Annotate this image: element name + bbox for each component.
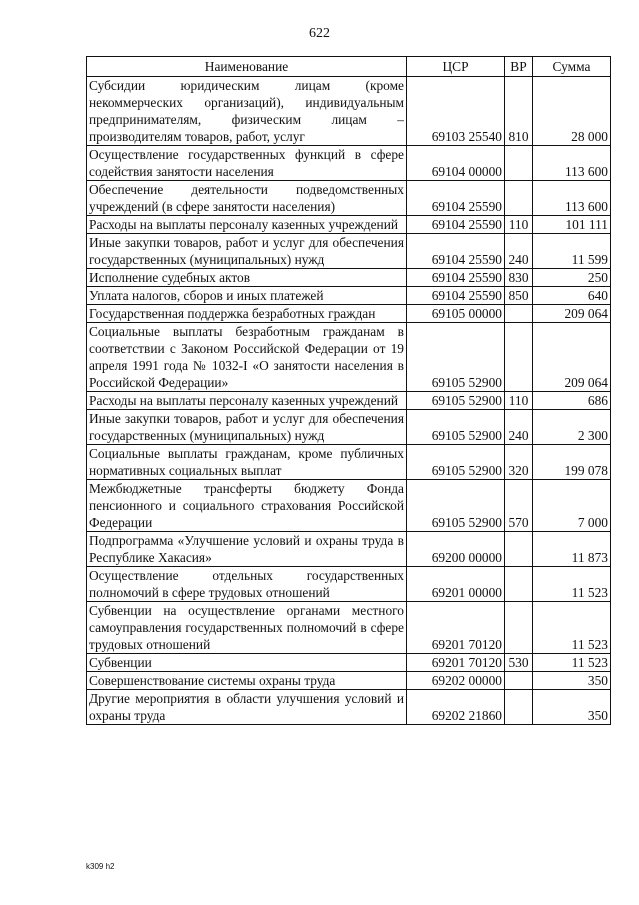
table-row <box>87 305 611 323</box>
cell-sum: 350 <box>533 672 611 690</box>
table-row <box>87 323 611 392</box>
table-row <box>87 532 611 567</box>
cell-sum: 686 <box>533 392 611 410</box>
cell-sum: 250 <box>533 269 611 287</box>
cell-name: Субвенции на осуществление органами местного самоуправления государственных полномочий в сфере трудовых отношений <box>87 602 407 654</box>
page-number: 622 <box>309 26 330 41</box>
cell-csr: 69105 52900 <box>407 410 505 445</box>
footer-code: k309 h2 <box>86 862 115 871</box>
table-row <box>87 216 611 234</box>
cell-vr: 240 <box>505 234 533 269</box>
cell-sum: 11 523 <box>533 654 611 672</box>
table-row <box>87 480 611 532</box>
cell-name: Расходы на выплаты персоналу казенных учреждений <box>87 392 407 410</box>
cell-vr: 240 <box>505 410 533 445</box>
table-row <box>87 146 611 181</box>
cell-vr: 110 <box>505 392 533 410</box>
cell-csr: 69105 52900 <box>407 323 505 392</box>
cell-csr: 69200 00000 <box>407 532 505 567</box>
table-header-row <box>87 57 611 77</box>
cell-vr <box>505 146 533 181</box>
cell-sum: 209 064 <box>533 323 611 392</box>
cell-vr <box>505 181 533 216</box>
table-row <box>87 672 611 690</box>
header-sum: Сумма <box>533 57 611 77</box>
cell-vr <box>505 305 533 323</box>
cell-sum: 209 064 <box>533 305 611 323</box>
cell-csr: 69104 25590 <box>407 269 505 287</box>
cell-csr: 69105 52900 <box>407 480 505 532</box>
table-row <box>87 654 611 672</box>
cell-csr: 69202 21860 <box>407 690 505 725</box>
cell-sum: 11 523 <box>533 567 611 602</box>
table-row <box>87 690 611 725</box>
header-name: Наименование <box>87 57 407 77</box>
cell-csr: 69201 00000 <box>407 567 505 602</box>
cell-sum: 199 078 <box>533 445 611 480</box>
cell-csr: 69202 00000 <box>407 672 505 690</box>
table-row <box>87 392 611 410</box>
cell-csr: 69201 70120 <box>407 654 505 672</box>
cell-name: Социальные выплаты гражданам, кроме публичных нормативных социальных выплат <box>87 445 407 480</box>
cell-csr: 69104 25590 <box>407 234 505 269</box>
table-row <box>87 287 611 305</box>
cell-csr: 69104 00000 <box>407 146 505 181</box>
cell-vr <box>505 672 533 690</box>
cell-sum: 28 000 <box>533 77 611 146</box>
table-row <box>87 181 611 216</box>
cell-vr <box>505 323 533 392</box>
cell-csr: 69104 25590 <box>407 287 505 305</box>
cell-csr: 69104 25590 <box>407 216 505 234</box>
budget-table <box>86 56 611 725</box>
cell-name: Подпрограмма «Улучшение условий и охраны труда в Республике Хакасия» <box>87 532 407 567</box>
cell-sum: 2 300 <box>533 410 611 445</box>
cell-vr: 110 <box>505 216 533 234</box>
cell-csr: 69103 25540 <box>407 77 505 146</box>
cell-sum: 350 <box>533 690 611 725</box>
cell-csr: 69105 52900 <box>407 445 505 480</box>
cell-sum: 11 873 <box>533 532 611 567</box>
cell-name: Осуществление отдельных государственных полномочий в сфере трудовых отношений <box>87 567 407 602</box>
cell-csr: 69104 25590 <box>407 181 505 216</box>
cell-sum: 11 599 <box>533 234 611 269</box>
cell-vr <box>505 602 533 654</box>
table-row <box>87 445 611 480</box>
table-body <box>87 77 611 725</box>
cell-vr: 530 <box>505 654 533 672</box>
cell-vr: 830 <box>505 269 533 287</box>
cell-vr: 570 <box>505 480 533 532</box>
cell-vr: 810 <box>505 77 533 146</box>
cell-name: Иные закупки товаров, работ и услуг для обеспечения государственных (муниципальных) нужд <box>87 234 407 269</box>
table-row <box>87 234 611 269</box>
cell-vr <box>505 532 533 567</box>
table-row <box>87 567 611 602</box>
table-row <box>87 77 611 146</box>
cell-name: Другие мероприятия в области улучшения условий и охраны труда <box>87 690 407 725</box>
cell-name: Субвенции <box>87 654 407 672</box>
cell-sum: 11 523 <box>533 602 611 654</box>
cell-name: Иные закупки товаров, работ и услуг для обеспечения государственных (муниципальных) нужд <box>87 410 407 445</box>
table-row <box>87 269 611 287</box>
cell-csr: 69105 00000 <box>407 305 505 323</box>
cell-sum: 7 000 <box>533 480 611 532</box>
cell-name: Осуществление государственных функций в сфере содействия занятости населения <box>87 146 407 181</box>
cell-name: Уплата налогов, сборов и иных платежей <box>87 287 407 305</box>
cell-name: Совершенствование системы охраны труда <box>87 672 407 690</box>
table-row <box>87 602 611 654</box>
cell-name: Субсидии юридическим лицам (кроме некоммерческих организаций), индивидуальным предпринимателям, физическим лицам – производителям товаров, работ, услуг <box>87 77 407 146</box>
cell-vr: 320 <box>505 445 533 480</box>
cell-vr <box>505 690 533 725</box>
cell-sum: 101 111 <box>533 216 611 234</box>
cell-name: Обеспечение деятельности подведомственных учреждений (в сфере занятости населения) <box>87 181 407 216</box>
cell-name: Социальные выплаты безработным гражданам в соответствии с Законом Российской Федерации от 19 апреля 1991 года № 1032-I «О занятости населения в Российской Федерации» <box>87 323 407 392</box>
cell-vr: 850 <box>505 287 533 305</box>
cell-name: Исполнение судебных актов <box>87 269 407 287</box>
table-row <box>87 410 611 445</box>
cell-csr: 69201 70120 <box>407 602 505 654</box>
cell-sum: 113 600 <box>533 146 611 181</box>
cell-sum: 640 <box>533 287 611 305</box>
header-vr: ВР <box>505 57 533 77</box>
cell-name: Межбюджетные трансферты бюджету Фонда пенсионного и социального страхования Российской Федерации <box>87 480 407 532</box>
header-csr: ЦСР <box>407 57 505 77</box>
cell-name: Государственная поддержка безработных граждан <box>87 305 407 323</box>
cell-vr <box>505 567 533 602</box>
cell-csr: 69105 52900 <box>407 392 505 410</box>
cell-name: Расходы на выплаты персоналу казенных учреждений <box>87 216 407 234</box>
cell-sum: 113 600 <box>533 181 611 216</box>
